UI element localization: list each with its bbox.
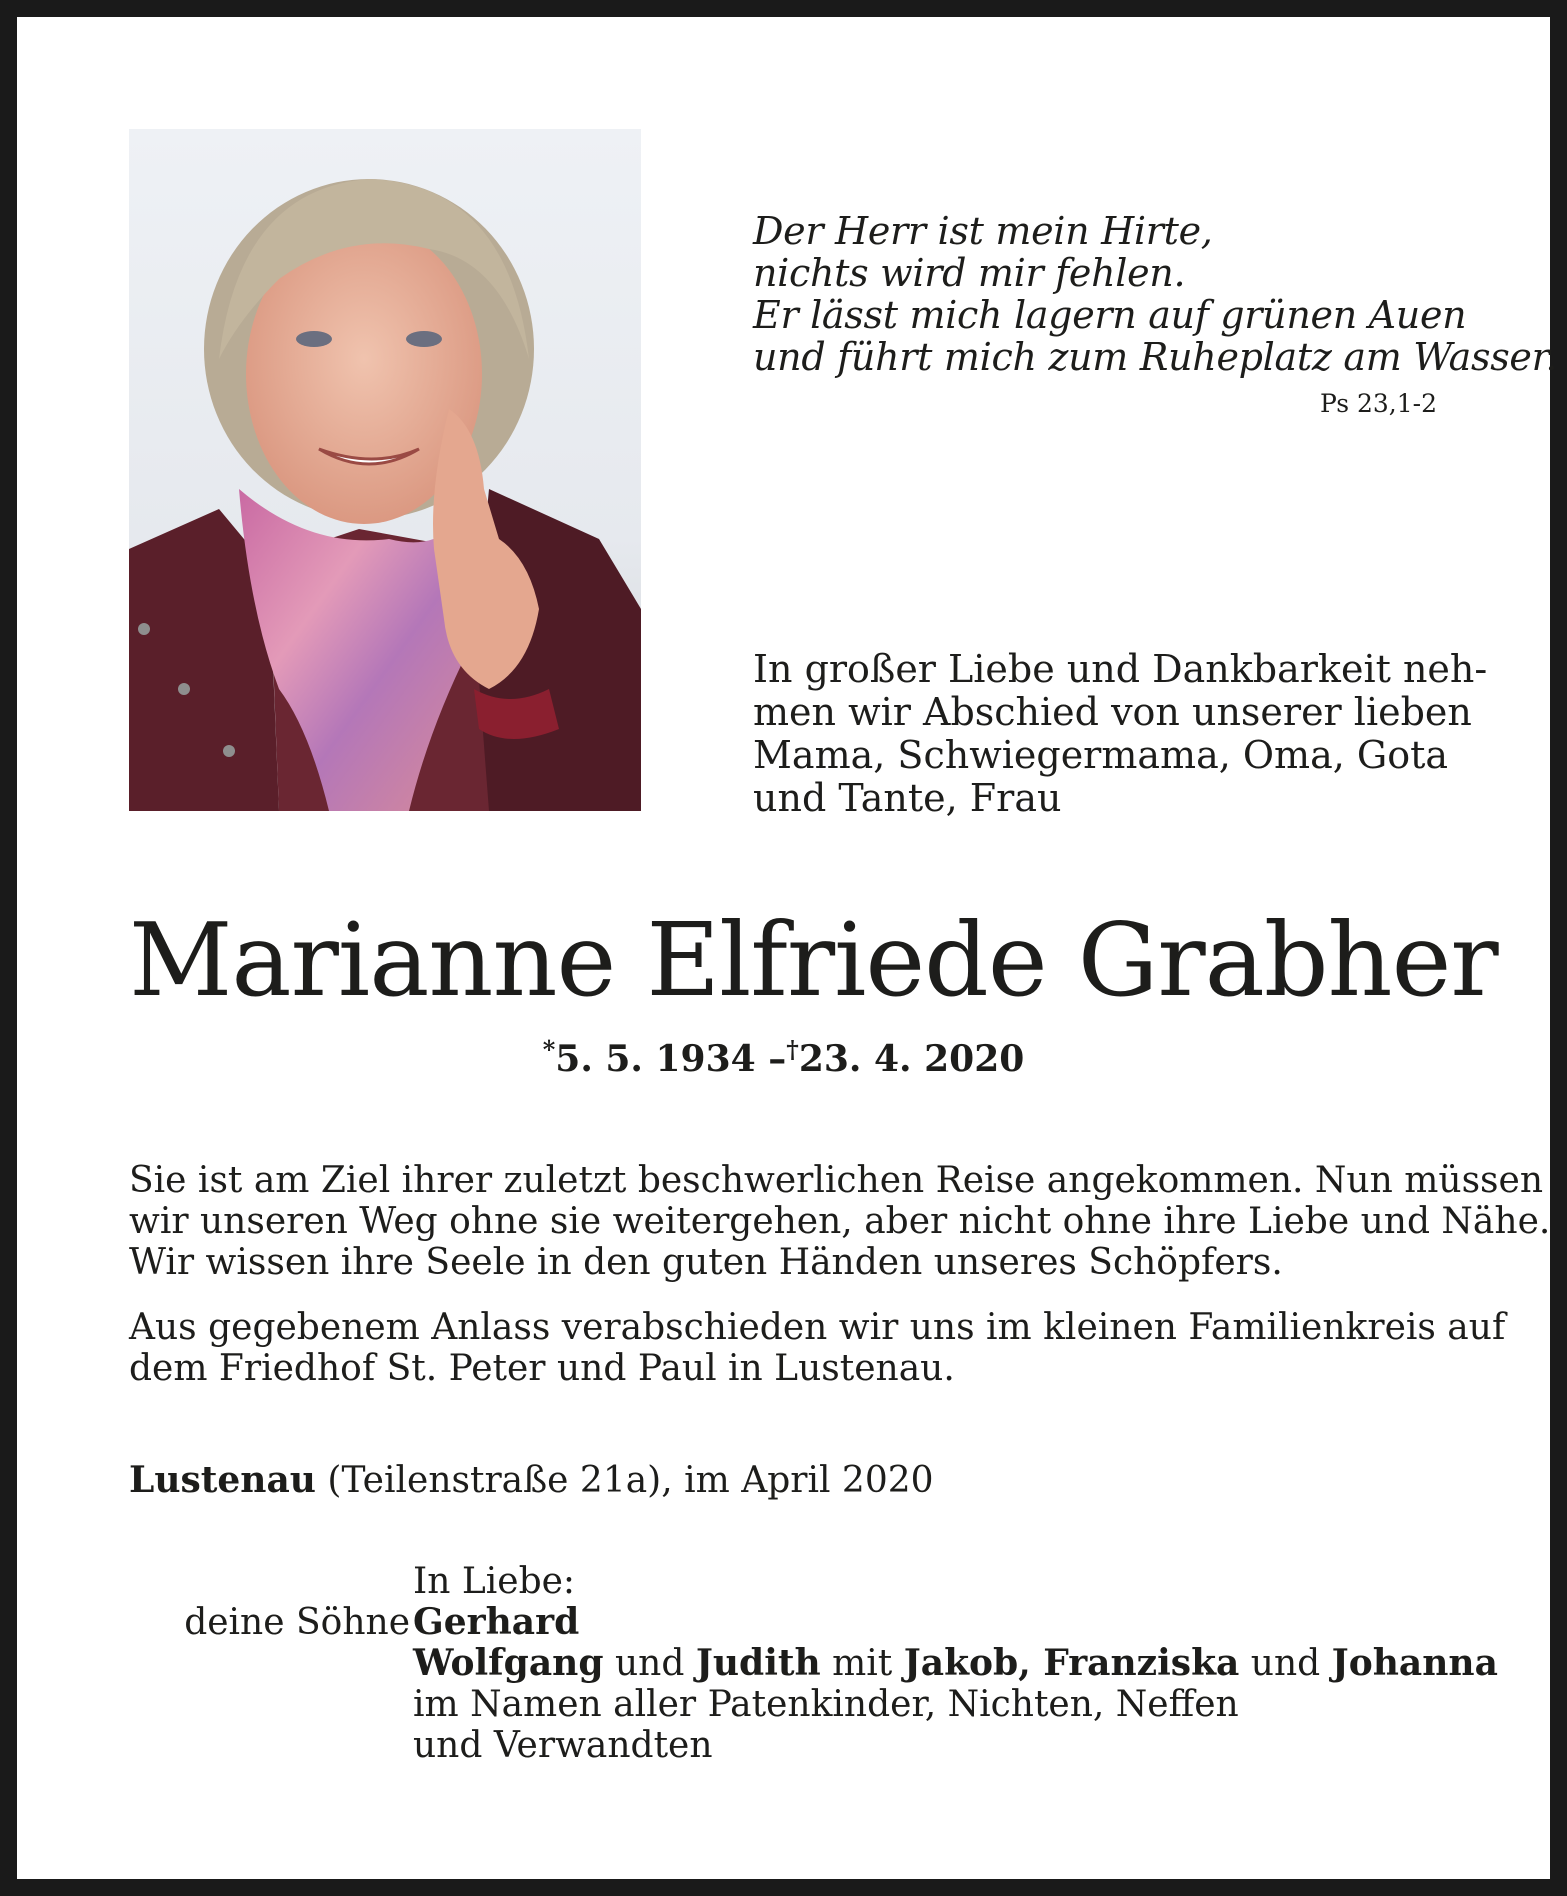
son-name: Wolfgang [413, 1642, 604, 1684]
psalm-line: nichts wird mir fehlen. [753, 251, 1186, 295]
sons-label: deine Söhne [184, 1602, 410, 1643]
psalm-line: Er lässt mich lagern auf grünen Auen [753, 293, 1467, 337]
paragraph-line: wir unseren Weg ohne sie weitergehen, aber nicht ohne ihre Liebe und Nähe. [129, 1201, 1551, 1242]
connector-text: und [1250, 1643, 1321, 1684]
birth-date: 5. 5. 1934 [555, 1038, 756, 1080]
psalm-reference: Ps 23,1-2 [1320, 389, 1437, 418]
partner-name: Judith [695, 1642, 821, 1684]
paragraph-line: Wir wissen ihre Seele in den guten Händen unseres Schöpfers. [129, 1242, 1283, 1283]
connector-text: und [614, 1643, 685, 1684]
birth-star-icon: * [542, 1035, 556, 1064]
signature-line: im Namen aller Patenkinder, Nichten, Neffen [413, 1684, 1239, 1725]
deceased-name: Marianne Elfriede Grabher [129, 901, 1498, 1019]
signature-heading: In Liebe: [413, 1561, 576, 1602]
place-and-date [129, 1459, 934, 1501]
portrait-photo [129, 129, 641, 811]
death-cross-icon: † [786, 1035, 799, 1064]
son-name: Gerhard [413, 1601, 580, 1643]
intro-line: und Tante, Frau [753, 776, 1062, 820]
place-address: (Teilenstraße 21a), im April 2020 [327, 1460, 934, 1501]
signature-line: und Verwandten [413, 1725, 713, 1766]
grandchildren-names: Jakob, Franziska [903, 1642, 1240, 1684]
intro-line: In großer Liebe und Dankbarkeit neh- [753, 647, 1488, 691]
paragraph-line: Sie ist am Ziel ihrer zuletzt beschwerlichen Reise angekommen. Nun müssen [129, 1160, 1544, 1201]
life-dates [0, 1035, 1567, 1080]
intro-line: men wir Abschied von unserer lieben [753, 690, 1472, 734]
farewell-paragraph [129, 1160, 1551, 1283]
death-date: 23. 4. 2020 [798, 1038, 1025, 1080]
connector-text: mit [832, 1643, 893, 1684]
paragraph-line: Aus gegebenem Anlass verabschieden wir uns im kleinen Familienkreis auf [129, 1307, 1506, 1348]
funeral-notice-paragraph [129, 1307, 1506, 1389]
signatures [129, 1561, 1498, 1766]
date-separator: – [768, 1038, 787, 1080]
psalm-verse [753, 209, 1558, 379]
place-town: Lustenau [129, 1459, 316, 1501]
grandchild-name: Johanna [1331, 1642, 1498, 1684]
paragraph-line: dem Friedhof St. Peter und Paul in Lustenau. [129, 1348, 955, 1389]
intro-line: Mama, Schwiegermama, Oma, Gota [753, 733, 1449, 777]
intro-text [753, 647, 1488, 820]
psalm-line: Der Herr ist mein Hirte, [753, 209, 1213, 253]
psalm-line: und führt mich zum Ruheplatz am Wasser. [753, 335, 1558, 379]
